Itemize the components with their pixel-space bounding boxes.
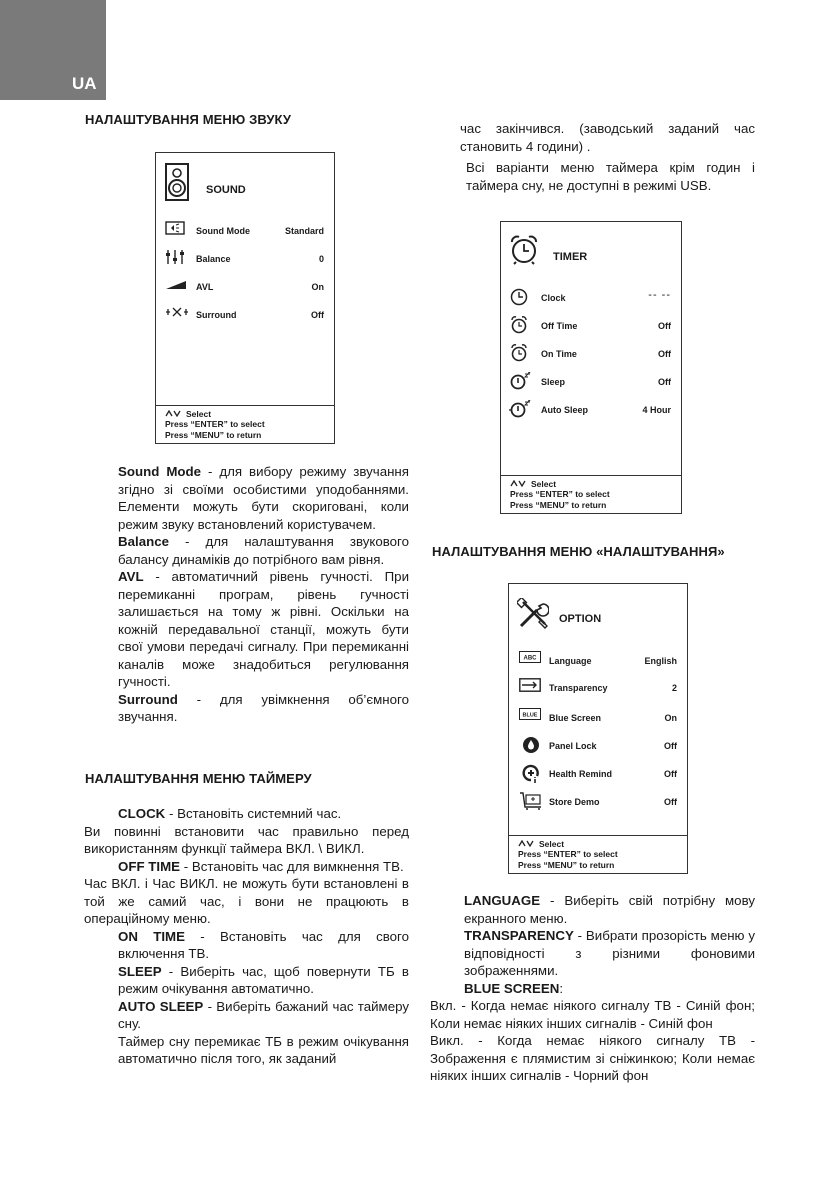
option-menu-heading: НАЛАШТУВАННЯ МЕНЮ «НАЛАШТУВАННЯ» <box>432 544 725 559</box>
panel-lock-icon <box>522 736 540 754</box>
off-time-text: - Встановіть час для вимкнення ТВ. <box>180 858 404 874</box>
sleep-icon <box>510 372 532 390</box>
menu-item-health-remind[interactable] <box>509 764 687 784</box>
timer-continued-text <box>460 120 755 194</box>
timer-menu-panel <box>500 221 682 514</box>
auto-sleep-note: Таймер сну перемикає ТБ в режим очікування автоматично після того, як заданий <box>118 1033 409 1066</box>
menu-item-label: Off Time <box>541 321 578 331</box>
off-time-desc <box>84 858 409 876</box>
menu-item-transparency[interactable] <box>509 678 687 698</box>
transparency-desc <box>430 927 755 980</box>
up-down-arrows-icon <box>510 480 526 487</box>
menu-item-sound-mode[interactable] <box>156 221 334 241</box>
menu-item-blue-screen[interactable] <box>509 708 687 728</box>
timer-continued-line: час закінчився. (заводський заданий час становить 4 години) . <box>460 121 755 154</box>
sleep-desc <box>84 963 409 998</box>
alarm-clock-icon <box>510 316 528 334</box>
blue-screen-icon <box>519 708 541 720</box>
auto-sleep-desc <box>84 998 409 1033</box>
clock-desc <box>84 805 409 823</box>
auto-sleep-icon <box>508 400 532 418</box>
blue-icon-text: BLUE <box>522 712 538 719</box>
footer-menu: Press “MENU” to return <box>165 429 262 440</box>
alarm-clock-icon <box>509 235 539 265</box>
avl-icon <box>165 277 187 291</box>
sleep-key: SLEEP <box>118 963 162 979</box>
health-remind-icon <box>521 764 541 784</box>
menu-item-value: English <box>644 656 677 666</box>
blue-screen-key: BLUE SCREEN <box>464 980 560 996</box>
option-menu-panel <box>508 583 688 874</box>
clock-key: CLOCK <box>118 806 166 821</box>
footer-select: Select <box>186 408 212 419</box>
balance-desc <box>118 533 409 568</box>
menu-item-value: 0 <box>318 254 324 264</box>
menu-item-value: Off <box>658 377 671 387</box>
transparency-key: TRANSPARENCY <box>464 928 574 943</box>
footer-menu: Press “MENU” to return <box>518 859 615 870</box>
language-desc <box>430 892 755 927</box>
menu-item-label: Clock <box>541 293 566 303</box>
menu-item-value: Off <box>664 741 677 751</box>
on-time-text: - Встановіть час для свого включення ТВ. <box>118 928 409 961</box>
menu-item-sleep[interactable] <box>501 372 681 392</box>
menu-item-label: AVL <box>196 282 214 292</box>
language-tab-label: UA <box>72 74 97 93</box>
balance-icon <box>165 249 185 265</box>
menu-item-on-time[interactable] <box>501 344 681 364</box>
menu-item-label: Sleep <box>541 377 566 387</box>
menu-item-value: Off <box>311 310 324 320</box>
sound-description <box>118 463 409 726</box>
blue-screen-off-line: Викл. - Когда немає ніякого сигналу ТВ - Зображення є плямистим зі сніжинкою; Коли немає ніяких інших сигналів - Чорний фон <box>430 1033 755 1083</box>
sound-menu-heading: НАЛАШТУВАННЯ МЕНЮ ЗВУКУ <box>85 112 292 127</box>
menu-item-off-time[interactable] <box>501 316 681 336</box>
usb-note: Всі варіанти меню таймера крім годин і таймера сну, не доступні в режимі USB. <box>466 160 755 193</box>
menu-footer <box>509 835 687 874</box>
menu-item-label: On Time <box>541 349 577 359</box>
footer-enter: Press “ENTER” to select <box>518 849 618 859</box>
up-down-arrows-icon <box>165 410 181 417</box>
menu-item-label: Sound Mode <box>196 226 250 236</box>
surround-desc <box>118 691 409 726</box>
menu-item-value: -- -- <box>648 289 671 301</box>
menu-item-value: Off <box>664 769 677 779</box>
option-menu-title: OPTION <box>559 613 602 625</box>
menu-item-label: Language <box>549 656 592 666</box>
up-down-arrows-icon <box>518 840 534 847</box>
menu-item-clock[interactable] <box>501 288 681 308</box>
arrow-box-icon <box>519 678 541 692</box>
avl-desc <box>118 568 409 691</box>
option-description <box>430 892 755 1085</box>
timer-menu-heading: НАЛАШТУВАННЯ МЕНЮ ТАЙМЕРУ <box>85 771 312 786</box>
sound-mode-text: - для вибору режиму звучання згідно зі своїми особистими уподобаннями. Елементи можуть бути скориговані, коли режим звуку встановлений користувачем. <box>118 464 409 532</box>
surround-icon <box>165 305 189 319</box>
clock-note: Ви повинні встановити час правильно перед використанням функції таймера ВКЛ. \ ВИКЛ. <box>84 823 409 856</box>
menu-item-label: Panel Lock <box>549 741 597 751</box>
balance-key: Balance <box>118 534 169 549</box>
avl-key: AVL <box>118 569 144 584</box>
off-time-key: OFF TIME <box>118 858 181 874</box>
blue-screen-desc <box>430 980 755 998</box>
menu-item-surround[interactable] <box>156 305 334 325</box>
menu-item-value: 4 Hour <box>642 405 671 415</box>
auto-sleep-key: AUTO SLEEP <box>118 998 204 1014</box>
sound-mode-icon <box>165 221 185 235</box>
sleep-text: - Виберіть час, щоб повернути ТБ в режим очікування автоматично. <box>118 963 409 996</box>
sound-menu-panel <box>155 152 335 444</box>
menu-item-language[interactable] <box>509 651 687 671</box>
timer-description <box>84 805 409 1068</box>
abc-icon-text: ABC <box>523 655 537 662</box>
footer-select: Select <box>539 838 565 849</box>
menu-item-label: Blue Screen <box>549 713 602 723</box>
sound-mode-key: Sound Mode <box>118 464 202 479</box>
menu-item-auto-sleep[interactable] <box>501 400 681 420</box>
menu-item-label: Auto Sleep <box>541 405 589 415</box>
menu-item-balance[interactable] <box>156 249 334 269</box>
on-time-key: ON TIME <box>118 928 185 944</box>
auto-sleep-text: - Виберіть бажаний час таймеру сну. <box>118 998 409 1031</box>
footer-select: Select <box>531 478 557 489</box>
footer-enter: Press “ENTER” to select <box>165 419 265 429</box>
menu-footer <box>156 405 334 444</box>
footer-menu: Press “MENU” to return <box>510 499 607 510</box>
menu-item-value: On <box>311 282 324 292</box>
alarm-clock-icon <box>510 344 528 362</box>
menu-item-value: 2 <box>671 683 677 693</box>
blue-screen-on-line: Вкл. - Когда немає ніякого сигналу ТВ - Синій фон; Коли немає ніяких інших сигналів - Синій фон <box>430 998 755 1031</box>
menu-item-label: Surround <box>196 310 237 320</box>
menu-item-label: Health Remind <box>549 769 613 779</box>
menu-item-label: Store Demo <box>549 797 600 807</box>
language-tab <box>0 0 106 100</box>
language-key: LANGUAGE <box>464 893 541 908</box>
on-time-desc <box>84 928 409 963</box>
menu-footer <box>501 475 681 514</box>
menu-item-value: Off <box>658 321 671 331</box>
sound-mode-desc <box>118 463 409 533</box>
transparency-text: - Вибрати прозорість меню у відповідності з різними фоновими зображеннями. <box>464 928 755 978</box>
off-time-note: Час ВКЛ. і Час ВИКЛ. не можуть бути встановлені в той же самий час, і вони не працюють в операційному меню. <box>84 876 409 926</box>
blue-screen-colon: : <box>559 980 564 996</box>
menu-item-value: On <box>664 713 677 723</box>
abc-icon <box>519 651 541 663</box>
menu-item-value: Off <box>658 349 671 359</box>
menu-item-store-demo[interactable] <box>509 792 687 812</box>
tools-icon <box>517 598 549 630</box>
language-text: - Виберіть свій потрібну мову екранного меню. <box>464 893 755 926</box>
menu-item-panel-lock[interactable] <box>509 736 687 756</box>
menu-item-label: Balance <box>196 254 231 264</box>
menu-item-value: Off <box>664 797 677 807</box>
timer-menu-title: TIMER <box>553 251 588 263</box>
surround-key: Surround <box>118 691 178 707</box>
footer-enter: Press “ENTER” to select <box>510 489 610 499</box>
balance-text: - для налаштування звукового балансу динаміків до потрібного вам рівня. <box>118 534 409 567</box>
clock-icon <box>510 288 528 306</box>
speaker-icon <box>165 163 189 201</box>
menu-item-label: Transparency <box>549 683 608 693</box>
menu-item-avl[interactable] <box>156 277 334 297</box>
sound-menu-title: SOUND <box>206 184 246 196</box>
menu-item-value: Standard <box>284 226 324 236</box>
surround-text: - для увімкнення об’ємного звучання. <box>118 691 409 724</box>
store-demo-icon <box>519 792 543 810</box>
avl-text: - автоматичний рівень гучності. При перемиканні програм, рівень гучності залишається на тому ж рівні. Оскільки на кожній передавальної станції, можуть бути свої умови передачі сигналу. При перемиканні каналів може знадобиться регулювання гучності. <box>118 569 409 689</box>
clock-text: - Встановіть системний час. <box>165 806 342 821</box>
